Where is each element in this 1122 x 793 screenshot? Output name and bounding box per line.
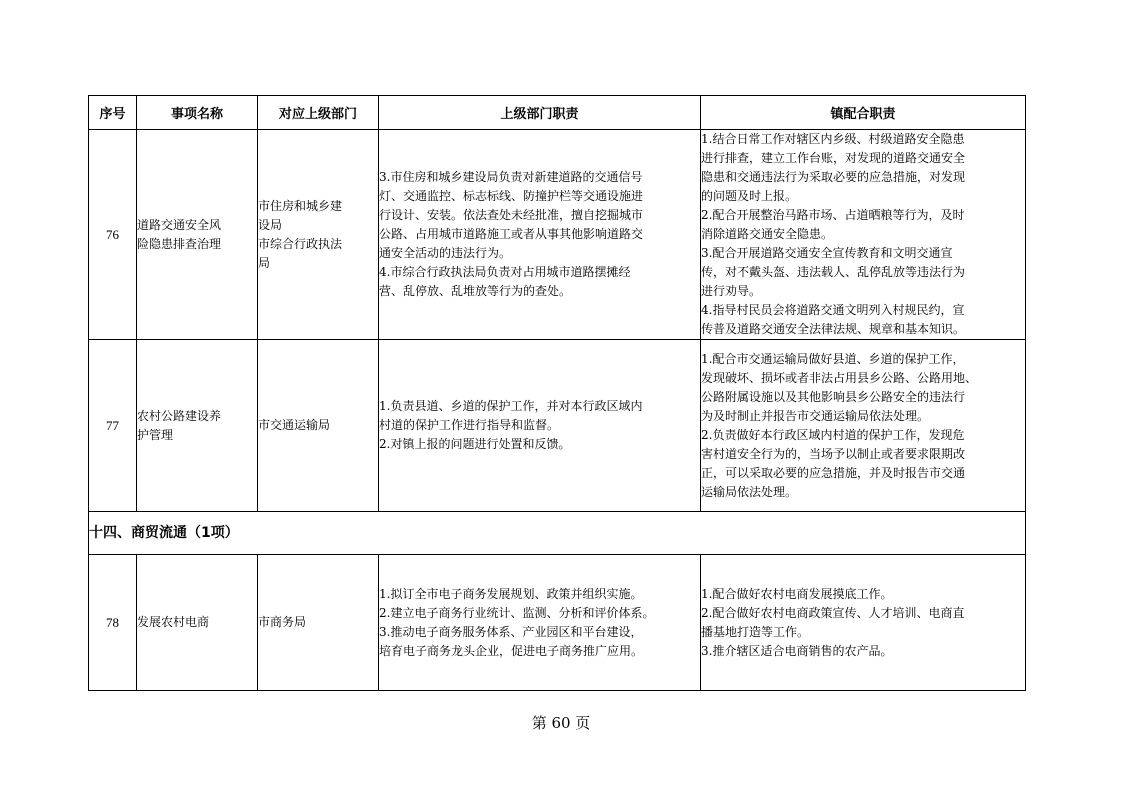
upper-duty-line: 3.市住房和城乡建设局负责对新建道路的交通信号: [379, 170, 643, 184]
upper-duty: [379, 340, 701, 512]
town-duty-line: 正，可以采取必要的应急措施，并及时报告市交通: [701, 465, 966, 480]
row-number: 76: [89, 130, 137, 340]
table-row: [89, 340, 1026, 512]
town-duty-line: 1.配合市交通运输局做好县道、乡道的保护工作，: [701, 351, 965, 366]
upper-duty-line: 公路、占用城市道路施工或者从事其他影响道路交: [379, 227, 644, 241]
row-number: 78: [89, 555, 137, 691]
town-duty-line: 1.配合做好农村电商发展摸底工作。: [701, 586, 893, 601]
upper-dept-line: 市交通运输局: [258, 418, 331, 432]
town-duty-line: 发现破坏、损坏或者非法占用县乡公路、公路用地、: [701, 370, 978, 385]
upper-duty-line: 2.建立电子商务行业统计、监测、分析和评价体系。: [379, 605, 655, 620]
item-name-line: 道路交通安全风: [137, 217, 222, 232]
town-duty-line: 传普及道路交通安全法律法规、规章和基本知识。: [701, 322, 966, 336]
item-name: [137, 340, 258, 512]
town-duty: [701, 130, 1026, 340]
upper-duty-line: 4.市综合行政执法局负责对占用城市道路摆摊经: [379, 265, 631, 279]
item-name: [137, 555, 258, 691]
town-duty-line: 隐患和交通违法行为采取必要的应急措施，对发现: [701, 170, 966, 184]
upper-duty-line: 3.推动电子商务服务体系、产业园区和平台建设，: [379, 624, 643, 639]
town-duty-line: 害村道安全行为的，当场予以制止或者要求限期改: [701, 446, 966, 461]
header-row: [89, 96, 1026, 130]
header-no: 序号: [89, 96, 137, 130]
upper-duty-line: 1.负责县道、乡道的保护工作，并对本行政区域内: [379, 399, 643, 413]
item-name-line: 险隐患排查治理: [137, 236, 222, 251]
town-duty-line: 消除道路交通安全隐患。: [701, 227, 834, 241]
table-row: [89, 555, 1026, 691]
upper-duty-line: 培育电子商务龙头企业，促进电子商务推广应用。: [379, 643, 644, 658]
town-duty-line: 2.负责做好本行政区域内村道的保护工作，发现危: [701, 427, 965, 442]
town-duty-line: 传，对不戴头盔、违法载人、乱停乱放等违法行为: [701, 265, 966, 279]
town-duty-line: 3.配合开展道路交通安全宣传教育和文明交通宣: [701, 246, 953, 260]
town-duty: [701, 340, 1026, 512]
upper-duty: [379, 555, 701, 691]
town-duty-line: 进行劝导。: [701, 284, 762, 298]
item-name-line: 发展农村电商: [137, 615, 210, 629]
header-item-name: 事项名称: [137, 96, 258, 130]
town-duty-line: 运输局依法处理。: [701, 484, 798, 499]
section-heading: 十四、商贸流通（1项）: [89, 512, 1026, 555]
town-duty-line: 1.结合日常工作对辖区内乡级、村级道路安全隐患: [701, 132, 965, 146]
town-duty-line: 为及时制止并报告市交通运输局依法处理。: [701, 408, 930, 423]
upper-duty-line: 村道的保护工作进行指导和监督。: [379, 418, 560, 432]
header-upper-dept: 对应上级部门: [258, 96, 379, 130]
upper-dept: [258, 555, 379, 691]
town-duty-line: 的问题及时上报。: [701, 189, 798, 203]
town-duty-line: 3.推介辖区适合电商销售的农产品。: [701, 643, 893, 658]
upper-duty-line: 1.拟订全市电子商务发展规划、政策并组织实施。: [379, 586, 643, 601]
town-duty-line: 4.指导村民员会将道路交通文明列入村规民约，宣: [701, 303, 965, 317]
town-duty: [701, 555, 1026, 691]
upper-dept-line: 设局: [258, 217, 283, 232]
town-duty-line: 2.配合开展整治马路市场、占道晒粮等行为，及时: [701, 208, 965, 222]
town-duty-line: 播基地打造等工作。: [701, 624, 810, 639]
upper-dept-line: 市商务局: [258, 615, 307, 629]
upper-dept-line: 市综合行政执法: [258, 236, 343, 251]
item-name: [137, 130, 258, 340]
upper-dept-line: 市住房和城乡建: [258, 198, 343, 213]
upper-duty: [379, 130, 701, 340]
row-number: 77: [89, 340, 137, 512]
duty-table: [88, 95, 1026, 691]
town-duty-line: 公路附属设施以及其他影响县乡公路安全的违法行: [701, 389, 966, 404]
header-upper-duty: 上级部门职责: [379, 96, 701, 130]
page-number: 第 60 页: [531, 714, 591, 732]
upper-dept: [258, 340, 379, 512]
upper-duty-line: 2.对镇上报的问题进行处置和反馈。: [379, 437, 571, 451]
header-town-duty: 镇配合职责: [701, 96, 1026, 130]
upper-duty-line: 灯、交通监控、标志标线、防撞护栏等交通设施进: [379, 189, 644, 203]
upper-dept-line: 局: [258, 255, 271, 270]
town-duty-line: 进行排查，建立工作台账，对发现的道路交通安全: [701, 151, 966, 165]
item-name-line: 农村公路建设养: [137, 408, 222, 423]
upper-duty-line: 通安全活动的违法行为。: [379, 246, 512, 260]
item-name-line: 护管理: [137, 427, 174, 442]
town-duty-line: 2.配合做好农村电商政策宣传、人才培训、电商直: [701, 605, 965, 620]
upper-duty-line: 行设计、安装。依法查处未经批准，擅自挖掘城市: [379, 208, 644, 222]
upper-dept: [258, 130, 379, 340]
section-row: [89, 512, 1026, 555]
upper-duty-line: 营、乱停放、乱堆放等行为的查处。: [379, 284, 572, 298]
table-row: [89, 130, 1026, 340]
